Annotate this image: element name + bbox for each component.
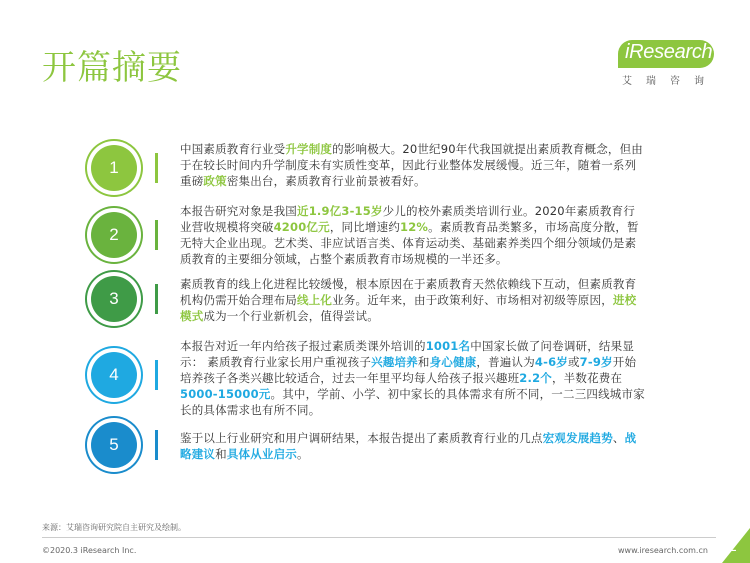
body-text: 业务。近年来，由于政策利好、市场相对初级等原因，: [332, 293, 613, 307]
item-number-circle: 3: [91, 276, 137, 322]
highlight-text: 身心健康: [429, 355, 477, 369]
highlight-text: 12%: [400, 220, 429, 234]
item-number-circle: 4: [91, 352, 137, 398]
item-text: [180, 141, 645, 189]
item-divider-bar: [155, 360, 158, 390]
logo-subtitle: 艾瑞咨询: [622, 76, 718, 87]
item-number-circle: 1: [91, 145, 137, 191]
highlight-text: 1001名: [425, 339, 471, 353]
highlight-text: 7-9岁: [579, 355, 613, 369]
body-text: 中国家长做了问卷调研，结果显示： 素质教育行业家长用户重视孩子: [180, 339, 635, 369]
body-text: 和: [417, 355, 430, 369]
highlight-text: 具体从业启示: [226, 447, 298, 461]
body-text: 。素质教育品类繁多，市场高度分散，暂无特大企业出现。艺术类、非应试语言类、体育运动类、基础素养类四个细分领域仍是素质教育的主要细分领域，占整个素质教育市场规模的一半还多。: [180, 220, 639, 266]
item-divider-bar: [155, 220, 158, 250]
source-note: 来源：艾瑞咨询研究院自主研究及绘制。: [42, 523, 186, 532]
highlight-text: 战略建议: [180, 431, 637, 461]
highlight-text: 线上化: [297, 293, 333, 307]
page-title: 开篇摘要: [42, 48, 182, 88]
body-text: 成为一个行业新机会，值得尝试。: [203, 309, 379, 323]
highlight-text: 5000-15000元: [180, 387, 271, 401]
website-link[interactable]: www.iresearch.com.cn: [618, 546, 708, 555]
copyright-text: ©2020.3 iResearch Inc.: [42, 546, 137, 555]
body-text: ，普遍认为: [476, 355, 535, 369]
body-text: 的影响极大。20世纪90年代我国就提出素质教育概念，但由于在较长时间内升学制度未有实质性变革，因此行业整体发展缓慢。近三年，随着一系列重磅: [180, 142, 643, 188]
footer-divider: [42, 537, 716, 538]
body-text: 密集出台，素质教育行业前景被看好。: [226, 174, 426, 188]
body-text: 鉴于以上行业研究和用户调研结果，本报告提出了素质教育行业的几点: [180, 431, 543, 445]
highlight-text: 兴趣培养: [371, 355, 418, 369]
item-divider-bar: [155, 153, 158, 183]
body-text: 开始培养孩子各类兴趣比较适合，过去一年里平均每人给孩子报兴趣班: [180, 355, 637, 385]
highlight-text: 2.2个: [519, 371, 552, 385]
highlight-text: 宏观发展趋势: [542, 431, 613, 445]
body-text: 本报告对近一年内给孩子报过素质类课外培训的: [180, 339, 426, 353]
highlight-text: 政策: [203, 174, 227, 188]
body-text: 。其中，学前、小学、初中家长的具体需求有所不同，一二三四线城市家长的具体需求也有所不同。: [180, 387, 645, 417]
page-number: 2: [729, 540, 738, 555]
highlight-text: 近1.9亿3-15岁: [297, 204, 383, 218]
highlight-text: 4200亿元: [273, 220, 330, 234]
body-text: 或: [567, 355, 580, 369]
body-text: 素质教育的线上化进程比较缓慢，根本原因在于素质教育天然依赖线下互动，但素质教育机构仍需开始合理布局: [180, 277, 637, 307]
item-text: [180, 203, 645, 267]
body-text: 本报告研究对象是我国: [180, 204, 297, 218]
item-number-circle: 5: [91, 422, 137, 468]
highlight-text: 4-6岁: [534, 355, 568, 369]
logo-brand: iResearch: [625, 41, 713, 63]
item-divider-bar: [155, 284, 158, 314]
body-text: ，半数花费在: [551, 371, 623, 385]
item-text: [180, 338, 645, 418]
item-text: [180, 430, 645, 462]
body-text: 、: [612, 431, 625, 445]
body-text: 中国素质教育行业受: [180, 142, 286, 156]
item-number-circle: 2: [91, 212, 137, 258]
iresearch-logo: [615, 38, 718, 88]
highlight-text: 进校模式: [180, 293, 637, 323]
body-text: 。: [297, 447, 309, 461]
body-text: ，同比增速约: [329, 220, 401, 234]
body-text: 和: [215, 447, 227, 461]
highlight-text: 升学制度: [285, 142, 333, 156]
item-divider-bar: [155, 430, 158, 460]
body-text: 少儿的校外素质类培训行业。2020年素质教育行业营收规模将突破: [180, 204, 636, 234]
item-text: [180, 276, 645, 324]
